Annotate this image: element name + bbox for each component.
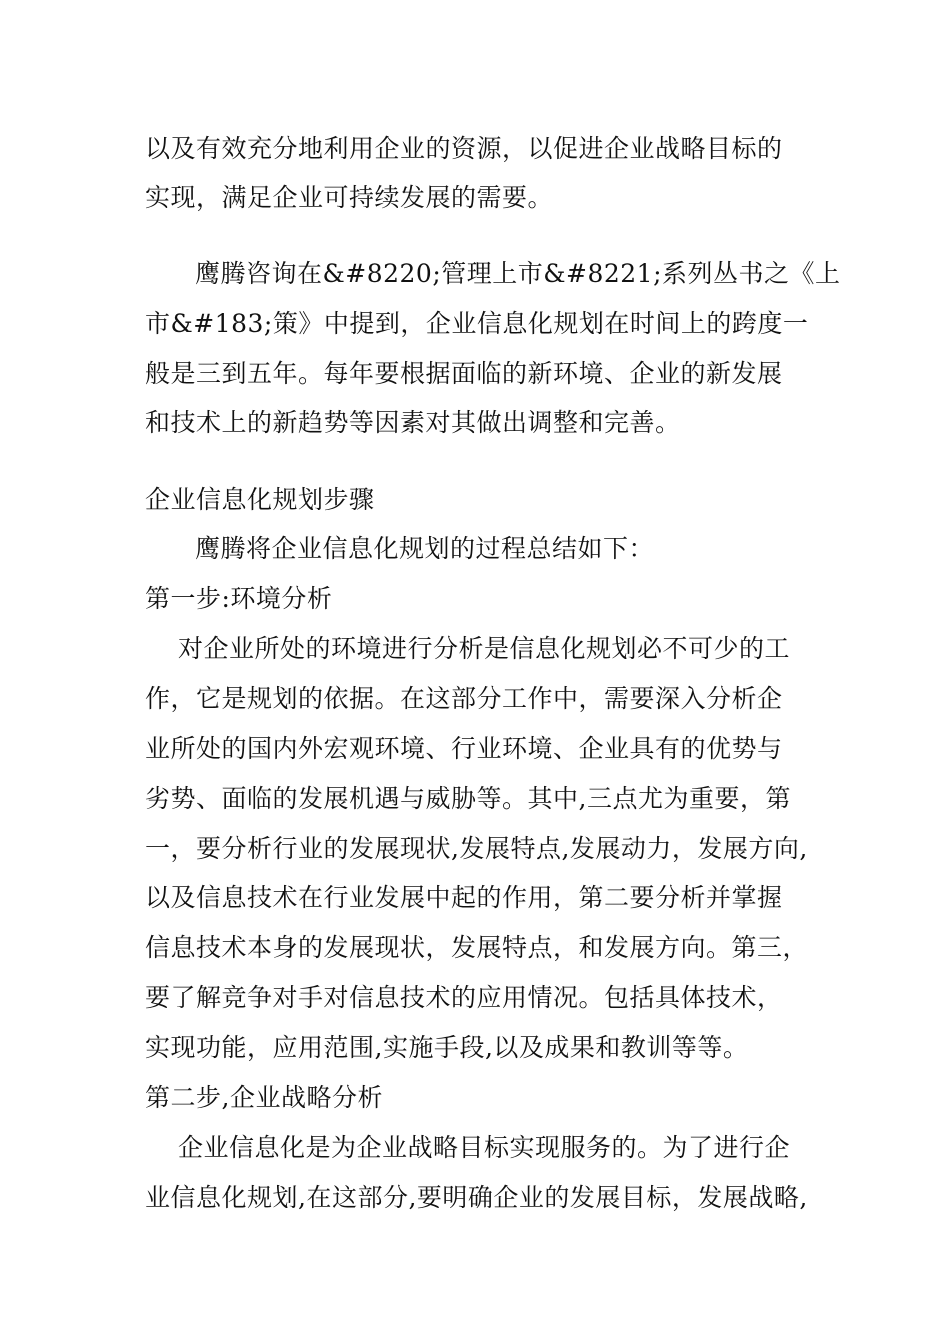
text-line: 实现功能，应用范围,实施手段,以及成果和教训等等。 xyxy=(145,1033,749,1062)
text-line: 市&#183;策》中提到，企业信息化规划在时间上的跨度一 xyxy=(145,309,809,338)
text-line: 实现，满足企业可持续发展的需要。 xyxy=(145,183,554,212)
section-heading: 企业信息化规划步骤 xyxy=(145,485,375,514)
text-line: 以及信息技术在行业发展中起的作用，第二要分析并掌握 xyxy=(145,883,783,912)
text-line: 业信息化规划,在这部分,要明确企业的发展目标，发展战略, xyxy=(145,1183,808,1212)
text-line: 鹰腾咨询在&#8220;管理上市&#8221;系列丛书之《上 xyxy=(195,259,841,288)
text-line: 和技术上的新趋势等因素对其做出调整和完善。 xyxy=(145,408,681,437)
text-line: 要了解竞争对手对信息技术的应用情况。包括具体技术， xyxy=(145,983,783,1012)
text-line: 劣势、面临的发展机遇与威胁等。其中,三点尤为重要，第 xyxy=(145,784,791,813)
text-line: 般是三到五年。每年要根据面临的新环境、企业的新发展 xyxy=(145,359,783,388)
text-line: 一，要分析行业的发展现状,发展特点,发展动力，发展方向, xyxy=(145,834,808,863)
text-line: 对企业所处的环境进行分析是信息化规划必不可少的工 xyxy=(178,634,791,663)
text-line: 企业信息化是为企业战略目标实现服务的。为了进行企 xyxy=(178,1133,791,1162)
text-line: 以及有效充分地利用企业的资源，以促进企业战略目标的 xyxy=(145,134,783,163)
text-line: 作，它是规划的依据。在这部分工作中，需要深入分析企 xyxy=(145,684,783,713)
text-line: 鹰腾将企业信息化规划的过程总结如下： xyxy=(195,534,655,563)
step-heading: 第一步:环境分析 xyxy=(145,584,333,613)
text-line: 业所处的国内外宏观环境、行业环境、企业具有的优势与 xyxy=(145,734,783,763)
text-line: 信息技术本身的发展现状，发展特点，和发展方向。第三， xyxy=(145,933,809,962)
step-heading: 第二步,企业战略分析 xyxy=(145,1083,383,1112)
